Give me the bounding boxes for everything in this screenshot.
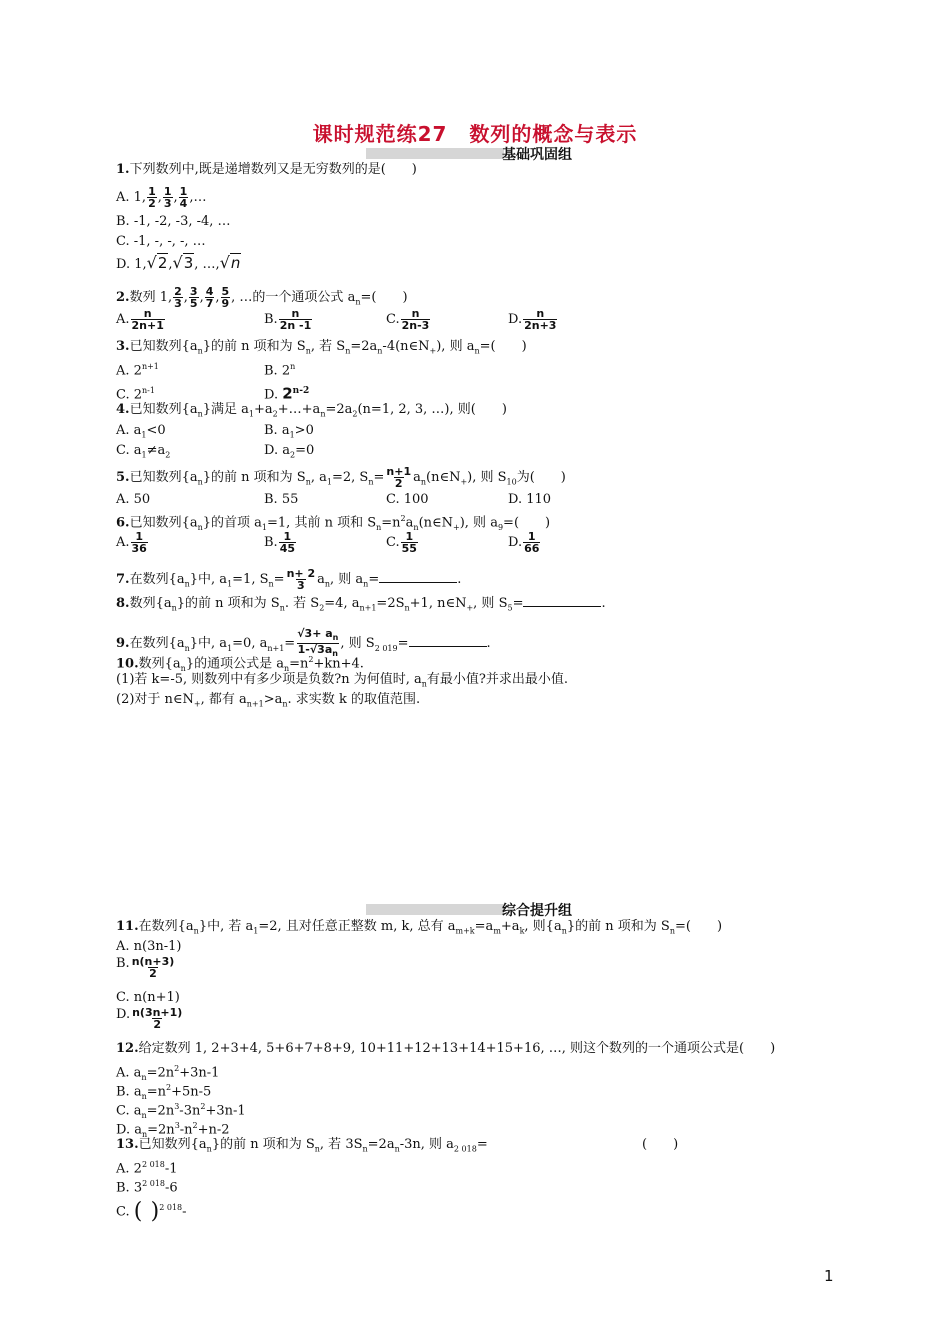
page-number: 1 xyxy=(824,1267,834,1285)
section-bar xyxy=(366,148,504,159)
question-10-part-1: (1)若 k=-5, 则数列中有多少项是负数?n 为何值时, $a_n$有最小值?并求出最小值. xyxy=(116,672,569,689)
question-1: 1.下列数列中,既是递增数列又是无穷数列的是( ) xyxy=(116,162,417,177)
q1-option-b: B. -1, -2, -3, -4, … xyxy=(116,214,231,229)
q5-option-c: C. 100 xyxy=(386,492,429,507)
q4-option-b: B. $a_1>0$ xyxy=(264,423,314,440)
q4-option-c: C. $a_1\ne a_2$ xyxy=(116,443,171,460)
q6-option-a: A. $\frac{1}{36}$ xyxy=(116,530,147,555)
q5-option-d: D. 110 xyxy=(508,492,552,507)
q12-option-d: D. $a_n=2n^3-n^2+n-2$ xyxy=(116,1121,230,1139)
question-2: 2.数列 1, $\frac{2}{3}$ , $\frac{3}{5}$ , $\frac{4}{7}$ , $\frac{5}{9}$ , …的一个通项公式 $a_n=$( ) xyxy=(116,285,408,310)
question-10: 10.数列$\{a_n\}$的通项公式是 $a_n=n^2+kn+4$. xyxy=(116,655,364,673)
q3-option-a: A. $2^{n+1}$ xyxy=(116,362,159,379)
q12-option-a: A. $a_n=2n^2+3n-1$ xyxy=(116,1064,220,1082)
question-13: 13.已知数列$\{a_n\}$的前 n 项和为 $S_n$, 若 $3S_n=2a_n-3n$, 则 $a_{2 018}=$ xyxy=(116,1137,488,1154)
q12-option-c: C. $a_n=2n^3-3n^2+3n-1$ xyxy=(116,1102,246,1120)
q13-answer-paren: ( ) xyxy=(642,1137,679,1152)
q6-option-b: B. $\frac{1}{45}$ xyxy=(264,530,295,555)
q6-option-d: D. $\frac{1}{66}$ xyxy=(508,530,540,555)
q11-option-d: D. $\frac{n(3n+1)}{2}$ xyxy=(116,1006,183,1031)
section-bar xyxy=(366,904,504,915)
question-6: 6.已知数列$\{a_n\}$的首项 $a_1=1$, 其前 n 项和 $S_n=n^2a_n(n\in N_+)$, 则 $a_9=$( ) xyxy=(116,514,551,532)
q12-option-b: B. $a_n=n^2+5n-5$ xyxy=(116,1083,212,1101)
q2-option-d: D. $\frac{n}{2n+3}$ xyxy=(508,307,557,332)
title-sub: 数列的概念与表示 xyxy=(469,122,638,146)
q3-option-c: C. 2$^{n-1}$ xyxy=(116,386,155,403)
question-10-part-2: (2)对于 $n\in N_+$, 都有 $a_{n+1}>a_n$. 求实数 k 的取值范围. xyxy=(116,692,421,709)
question-3: 3.已知数列$\{a_n\}$的前 n 项和为 $S_n$, 若 $S_n=2a_n-4(n\in N_+)$, 则 $a_n=$( ) xyxy=(116,339,527,356)
q2-option-c: C. $\frac{n}{2n-3}$ xyxy=(386,307,430,332)
q13-option-c: C. ( )$^{2 018}$- xyxy=(116,1198,187,1224)
q5-option-a: A. 50 xyxy=(116,492,151,507)
q13-option-a: A. $2^{2 018}-1$ xyxy=(116,1160,178,1177)
section-advanced-label: 综合提升组 xyxy=(502,903,572,919)
title-main: 课时规范练27 xyxy=(312,122,448,146)
answer-blank xyxy=(409,634,487,647)
q2-option-a: A. $\frac{n}{2n+1}$ xyxy=(116,307,164,332)
q11-option-c: C. n(n+1) xyxy=(116,990,180,1005)
question-8: 8.数列$\{a_n\}$的前 n 项和为 $S_n$. 若 $S_2=4$, $a_{n+1}=2S_n+1$, $n\in N_+$, 则 $S_5=$ . xyxy=(116,596,606,613)
q4-option-a: A. $a_1<0$ xyxy=(116,423,166,440)
question-4: 4.已知数列$\{a_n\}$满足 $a_1+a_2+\dots+a_n=2a_2(n=1$, 2, 3, …), 则( ) xyxy=(116,402,507,419)
answer-blank xyxy=(379,570,457,583)
question-5: 5.已知数列$\{a_n\}$的前 n 项和为 $S_n$, $a_1=2$, $S_n=$ $\frac{n+1}{2}$ $a_n(n\in N_+)$, 则 $S_{10}$为( ) xyxy=(116,465,566,490)
question-12: 12.给定数列 1, 2+3+4, 5+6+7+8+9, 10+11+12+13+14+15+16, …, 则这个数列的一个通项公式是( ) xyxy=(116,1041,776,1056)
q1-option-a: A. 1, $\frac{1}{2}$ , $\frac{1}{3}$ , $\frac{1}{4}$ ,… xyxy=(116,185,207,210)
q5-option-b: B. 55 xyxy=(264,492,299,507)
q6-option-c: C. $\frac{1}{55}$ xyxy=(386,530,417,555)
q11-option-b: B. $\frac{n(n+3)}{2}$ xyxy=(116,955,175,980)
answer-blank xyxy=(523,594,601,607)
q1-option-c: C. -1, -, -, -, … xyxy=(116,234,206,249)
q11-option-a: A. n(3n-1) xyxy=(116,939,182,954)
question-7: 7.在数列$\{a_n\}$中, $a_1=1$, $S_n=$ $\frac{n+ 2}{3}$ $a_n$, 则 $a_n=$ . xyxy=(116,567,462,592)
q13-option-b: B. $3^{2 018}-6$ xyxy=(116,1179,178,1196)
page-title xyxy=(0,118,950,147)
q3-option-d: D. 2$^{n-2}$ xyxy=(264,384,310,403)
q1-option-d: D. 1,√2,√3, …,√n xyxy=(116,253,241,272)
q2-option-b: B. $\frac{n}{2n -1}$ xyxy=(264,307,312,332)
q3-option-b: B. 2$^n$ xyxy=(264,362,296,379)
question-9: 9.在数列$\{a_n\}$中, $a_1=0$, $a_{n+1}=$ $\frac{√3+ a_n}{1-√3a_n}$ , 则 $S_{2 019}=$ . xyxy=(116,627,491,659)
question-11: 11.在数列$\{a_n\}$中, 若 $a_1=2$, 且对任意正整数 m, k, 总有 $a_{m+k}=a_m+a_k$, 则$\{a_n\}$的前 n 项和为 $S_n=$( ) xyxy=(116,919,723,936)
section-basic-label: 基础巩固组 xyxy=(502,147,572,163)
q4-option-d: D. $a_2=0$ xyxy=(264,443,315,460)
